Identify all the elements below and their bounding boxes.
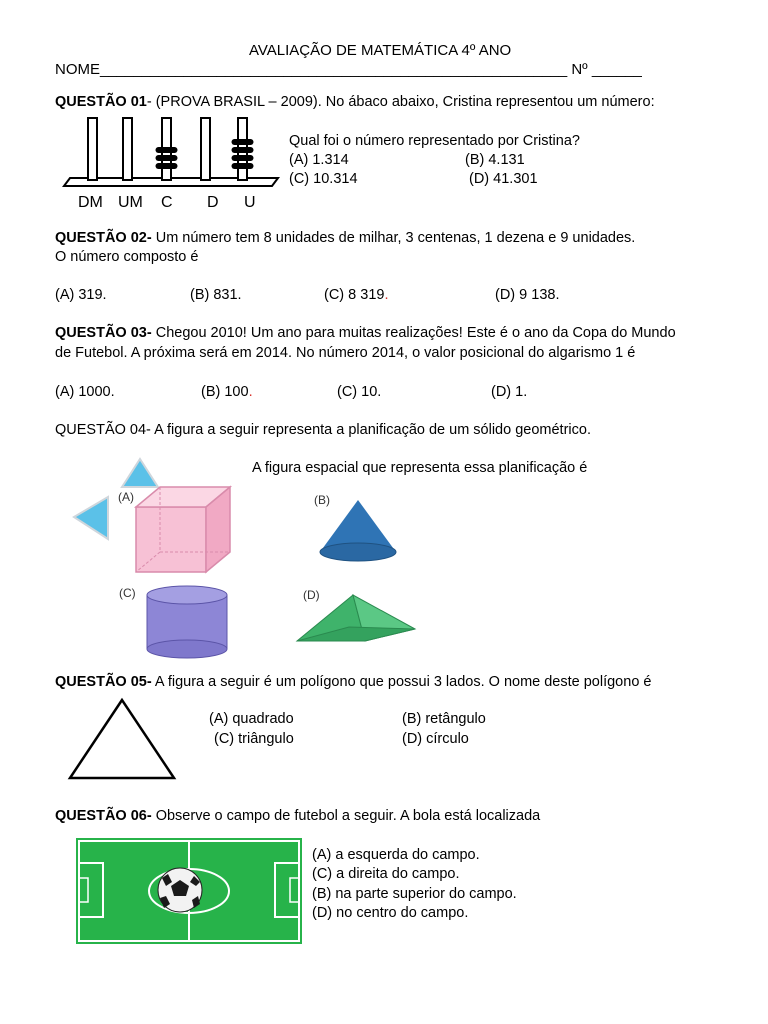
question-2-label: QUESTÃO 02-: [55, 230, 152, 246]
net-left-triangle: [74, 497, 108, 539]
abacus-label-um: UM: [118, 194, 143, 211]
question-3-option-b[interactable]: [201, 384, 253, 400]
question-3-text-2: de Futebol. A próxima será em 2014. No número 2014, o valor posicional do algarismo 1 é: [55, 345, 636, 361]
question-1-option-b[interactable]: (B) 4.131: [465, 152, 525, 168]
triangle-figure: [62, 694, 182, 784]
net-top-triangle: [122, 459, 158, 487]
abacus-bead: [156, 155, 178, 161]
question-2-option-c[interactable]: [324, 287, 388, 303]
question-6-label: QUESTÃO 06-: [55, 808, 152, 824]
question-1: [55, 94, 655, 110]
abacus-figure: [60, 112, 280, 212]
question-3-text: Chegou 2010! Um ano para muitas realizações! Este é o ano da Copa do Mundo: [151, 325, 676, 341]
name-line: NOME________________________________________________________ Nº ______: [55, 61, 642, 78]
question-6-option-a[interactable]: (A) a esquerda do campo.: [312, 847, 480, 863]
abacus-label-dm: DM: [78, 194, 103, 211]
question-3-option-a[interactable]: (A) 1000.: [55, 384, 115, 400]
question-1-text: - (PROVA BRASIL – 2009). No ábaco abaixo, Cristina representou um número:: [146, 94, 655, 110]
pyramid-figure: [295, 585, 425, 665]
question-2-option-a[interactable]: (A) 319.: [55, 287, 107, 303]
box-front-face: [136, 507, 206, 572]
cone-figure: [310, 490, 400, 570]
abacus-label-u: U: [244, 194, 256, 211]
abacus-bead: [232, 163, 254, 169]
question-6-option-c[interactable]: (C) a direita do campo.: [312, 866, 460, 882]
question-3: [55, 325, 676, 341]
planification-figure: [72, 457, 252, 582]
question-6-text: Observe o campo de futebol a seguir. A bola está localizada: [151, 808, 541, 824]
abacus-label-d: D: [207, 194, 219, 211]
question-2-option-d[interactable]: (D) 9 138.: [495, 287, 560, 303]
question-5-label: QUESTÃO 05-: [55, 674, 152, 690]
question-1-option-c[interactable]: (C) 10.314: [289, 171, 358, 187]
question-1-option-a[interactable]: (A) 1.314: [289, 152, 349, 168]
question-2-option-c-dot: .: [384, 287, 389, 303]
question-4-text: QUESTÃO 04- A figura a seguir representa a planificação de um sólido geométrico.: [55, 422, 591, 438]
figure-label-d: (D): [303, 588, 320, 602]
question-2-text-2: O número composto é: [55, 249, 199, 265]
question-3-option-b-text: (B) 100: [201, 384, 249, 400]
question-5-option-d[interactable]: (D) círculo: [402, 731, 469, 747]
question-5-text: A figura a seguir é um polígono que possui 3 lados. O nome deste polígono é: [151, 674, 652, 690]
figure-label-a: (A): [118, 490, 134, 504]
page-title: AVALIAÇÃO DE MATEMÁTICA 4º ANO: [249, 42, 512, 59]
question-3-label: QUESTÃO 03-: [55, 325, 152, 341]
soccer-ball-icon: [158, 868, 202, 912]
question-3-option-c[interactable]: (C) 10.: [337, 384, 382, 400]
question-1-option-d[interactable]: (D) 41.301: [469, 171, 538, 187]
question-3-option-b-dot: .: [248, 384, 253, 400]
abacus-bead: [156, 163, 178, 169]
abacus-bead: [232, 155, 254, 161]
question-1-label: QUESTÃO 01: [55, 94, 147, 110]
abacus-label-c: C: [161, 194, 173, 211]
question-1-prompt: Qual foi o número representado por Cristina?: [289, 133, 580, 149]
question-5-option-a[interactable]: (A) quadrado: [209, 711, 294, 727]
question-5-option-b[interactable]: (B) retângulo: [402, 711, 486, 727]
cylinder-figure: [115, 583, 235, 663]
question-4-prompt: A figura espacial que representa essa planificação é: [252, 460, 588, 476]
figure-label-c: (C): [119, 586, 136, 600]
abacus-bead: [156, 147, 178, 153]
question-6-option-d[interactable]: (D) no centro do campo.: [312, 905, 469, 921]
question-5: [55, 674, 651, 690]
question-2-text: Um número tem 8 unidades de milhar, 3 centenas, 1 dezena e 9 unidades.: [151, 230, 636, 246]
question-6: [55, 808, 540, 824]
soccer-field-figure: [76, 838, 302, 944]
question-5-option-c[interactable]: (C) triângulo: [214, 731, 294, 747]
figure-label-b: (B): [314, 493, 330, 507]
question-3-option-d[interactable]: (D) 1.: [491, 384, 528, 400]
question-2-option-c-text: (C) 8 319: [324, 287, 385, 303]
question-2: [55, 230, 635, 246]
abacus-bead: [232, 139, 254, 145]
question-6-option-b[interactable]: (B) na parte superior do campo.: [312, 886, 517, 902]
abacus-bead: [232, 147, 254, 153]
question-2-option-b[interactable]: (B) 831.: [190, 287, 242, 303]
